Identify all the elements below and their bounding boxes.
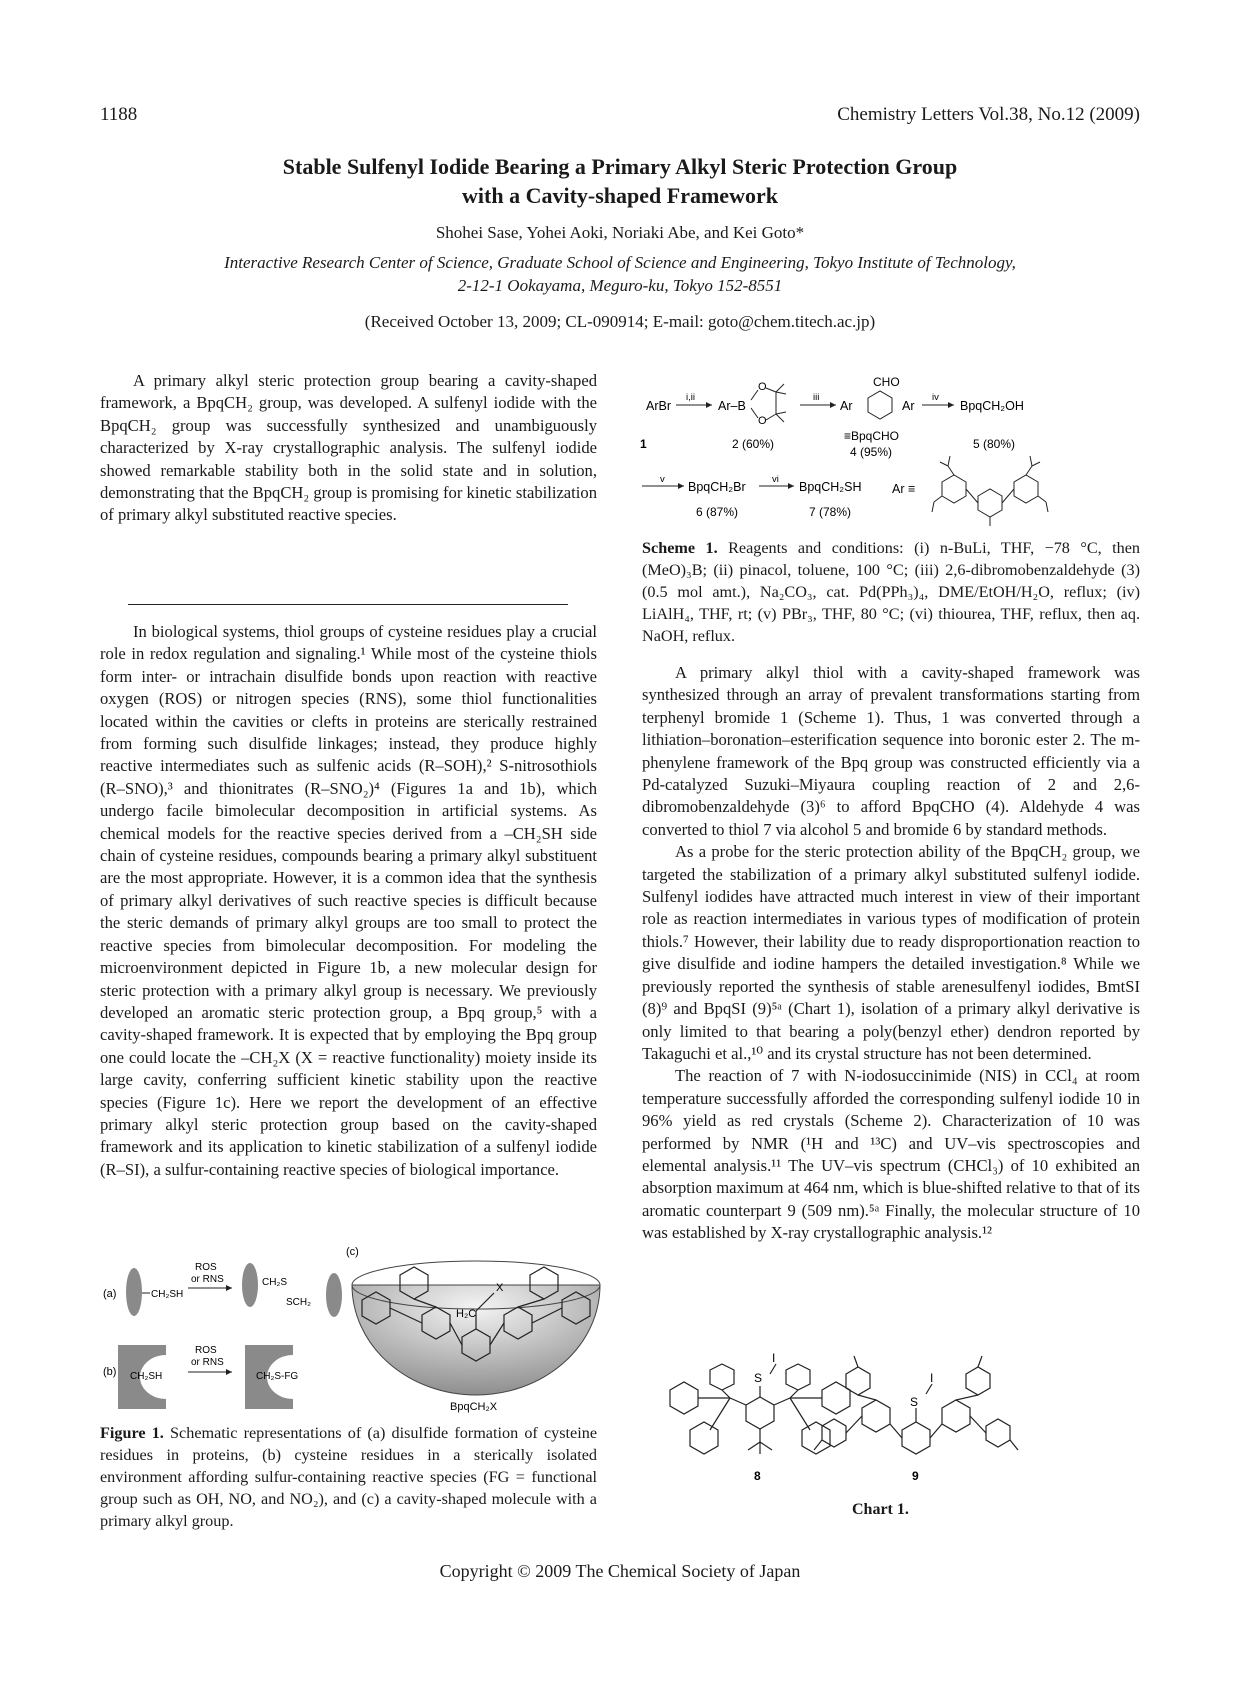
pinacol-boronate [751, 384, 786, 422]
protein-shape-a2 [242, 1263, 258, 1307]
copyright: Copyright © 2009 The Chemical Society of Japan [439, 1561, 801, 1581]
affiliation-line-1: Interactive Research Center of Science, Graduate School of Science and Engineering, Tokyo Institute of Technology, [224, 253, 1016, 272]
scheme-ar-b: Ar–B [718, 399, 746, 413]
scheme-step-iii: iii [813, 392, 820, 403]
terphenyl-ar-structure [932, 456, 1048, 526]
paragraph-probe: As a probe for the steric protection ability of the BpqCH₂ group, we targeted the stabilization of a primary alkyl substituted sulfenyl iodide. Sulfenyl iodides have attracted much interest in view of their important role as reaction intermediates in various types of modification of protein thiols.⁷ However, their lability due to ready disproportionation reaction to give disulfide and iodine hampers the detailed investigation.⁸ While we previously reported the synthesis of stable arenesulfenyl iodides, BmtSI (8)⁹ and BpqSI (9)⁵ᵃ (Chart 1), isolation of a primary alkyl derivative is only limited to that bearing a poly(benzyl ether) dendron reported by Takaguchi et al.,¹⁰ and its crystal structure has not been determined. [642, 842, 1140, 1063]
affiliation [0, 251, 1240, 297]
scheme-1-caption-label: Scheme 1. [642, 539, 718, 557]
scheme-ar-right: Ar [902, 399, 915, 413]
title-line-1: Stable Sulfenyl Iodide Bearing a Primary Alkyl Steric Protection Group [282, 154, 958, 179]
scheme-o-bottom: O [758, 415, 767, 427]
fig1-ros-b: ROS [195, 1345, 217, 1356]
protein-shape-a1 [126, 1268, 142, 1316]
figure-1-caption [100, 1422, 597, 1532]
benzaldehyde-ring [868, 391, 892, 419]
chart-i-8: I [772, 1351, 776, 1365]
affiliation-line-2: 2-12-1 Ookayama, Meguro-ku, Tokyo 152-8551 [457, 276, 783, 295]
scheme-cho: CHO [873, 375, 900, 389]
scheme-step-vi: vi [772, 474, 779, 485]
paragraph-synthesis: A primary alkyl thiol with a cavity-shaped framework was synthesized through an array of prevalent transformations starting from terphenyl bromide 1 (Scheme 1). Thus, 1 was converted through a lithiation–boronation–esterification sequence into boronic ester 2. The m-phenylene framework of the Bpq group was constructed efficiently via a Pd-catalyzed Suzuki–Miyaura coupling reaction of 2 and 2,6-dibromobenzaldehyde (3)⁶ to afford BpqCHO (4). Aldehyde 4 was converted to thiol 7 via alcohol 5 and bromide 6 by standard methods. [642, 663, 1140, 839]
right-column-text [642, 662, 1140, 1245]
chart-1-drawing [650, 1350, 1140, 1490]
compound-7: 7 (78%) [809, 505, 852, 519]
authors: Shohei Sase, Yohei Aoki, Noriaki Abe, and Kei Goto* [435, 223, 805, 242]
fig1-h2c: H₂C [456, 1308, 477, 1320]
compound-5: 5 (80%) [973, 437, 1016, 451]
fig1-ch2sfg: CH₂S-FG [256, 1371, 299, 1382]
fig1-ch2sh-b: CH₂SH [130, 1371, 163, 1382]
scheme-bpqcho: ≡BpqCHO [844, 429, 900, 443]
figure-1-caption-label: Figure 1. [100, 1424, 164, 1442]
compound-4: 4 (95%) [850, 445, 893, 459]
chart-i-9: I [930, 1371, 934, 1385]
fig1-bpqch2x: BpqCH₂X [450, 1401, 498, 1413]
figure-1-caption-text: Schematic representations of (a) disulfide formation of cysteine residues in proteins, (b) cysteine residues in a sterically isolated environment affording sulfur-containing reactive species (FG = functional group such as OH, NO, and NO₂), and (c) a cavity-shaped molecule with a primary alkyl group. [100, 1424, 597, 1530]
scheme-bpqch2br: BpqCH₂Br [688, 480, 746, 494]
scheme-ar-equiv: Ar ≡ [892, 482, 916, 496]
fig1-x: X [496, 1282, 504, 1294]
paragraph-reaction: The reaction of 7 with N-iodosuccinimide (NIS) in CCl₄ at room temperature successfully afforded the corresponding sulfenyl iodide 10 in 96% yield as red crystals (Scheme 2). Characterization of 10 was performed by NMR (¹H and ¹³C) and UV–vis spectroscopies and elemental analysis.¹¹ The UV–vis spectrum (CHCl₃) of 10 exhibited an absorption maximum at 464 nm, which is blue-shifted relative to that of its aromatic counterpart 9 (509 nm).⁵ᵃ Finally, the molecular structure of 10 was established by X-ray crystallographic analysis.¹² [642, 1066, 1140, 1243]
compound-2: 2 (60%) [732, 437, 775, 451]
abstract-text: A primary alkyl steric protection group bearing a cavity-shaped framework, a BpqCH₂ group, was developed. A sulfenyl iodide with the BpqCH₂ group was successfully synthesized and unambiguously characterized by X-ray crystallographic analysis. The sulfenyl iodide showed remarkable stability both in the solid state and in solution, demonstrating that the BpqCH₂ group is promising for kinetic stabilization of primary alkyl substituted reactive species. [100, 371, 597, 525]
fig1-ros-a: ROS [195, 1262, 217, 1273]
scheme-step-v: v [660, 474, 665, 485]
compound-1: 1 [640, 437, 647, 451]
scheme-ar-left: Ar [840, 399, 853, 413]
fig1-ch2sh-a: CH₂SH [151, 1289, 184, 1300]
paper-title [0, 152, 1240, 210]
fig1-ch2s: CH₂S [262, 1277, 287, 1288]
journal-header: Chemistry Letters Vol.38, No.12 (2009) [837, 104, 1140, 125]
fig1-label-a: (a) [103, 1288, 117, 1300]
figure-1-drawing [100, 1245, 600, 1415]
intro-paragraph: In biological systems, thiol groups of cysteine residues play a crucial role in redox regulation and signaling.¹ While most of the cysteine thiols form inter- or intrachain disulfide bonds upon reaction with reactive oxygen (ROS) or nitrogen species (RNS), some thiol functionalities located within the cavities or clefts in proteins are sterically restrained from forming such disulfide linkages; instead, they produce highly reactive intermediates such as sulfenic acids (R–SOH),² S-nitrosothiols (R–SNO),³ and thionitrates (R–SNO₂)⁴ (Figures 1a and 1b), which undergo facile bimolecular decomposition in artificial systems. As chemical models for the reactive species derived from a –CH₂SH side chain of cysteine residues, compounds bearing a primary alkyl substituent are the most appropriate. However, it is a common idea that the synthesis of primary alkyl derivatives of such reactive species is difficult because the steric demands of primary alkyl groups are too small to protect the reactive species from bimolecular decomposition. For modeling the microenvironment depicted in Figure 1b, a new molecular design for steric protection with a primary alkyl group is necessary. We previously developed an aromatic steric protection group, a Bpq group,⁵ with a cavity-shaped framework. It is expected that by employing the Bpq group one could locate the –CH₂X (X = reactive functionality) moiety inside its large cavity, conferring sufficient kinetic stability upon the reactive species (Figure 1c). Here we report the development of an effective primary alkyl steric protection group based on the cavity-shaped framework and its application to kinetic stabilization of a sulfenyl iodide (R–SI), a sulfur-containing reactive species of biological importance. [100, 622, 597, 1179]
chart-s-8: S [754, 1371, 763, 1385]
introduction [100, 621, 597, 1181]
fig1-rns-b: or RNS [191, 1357, 224, 1368]
chart-label-8: 8 [754, 1469, 761, 1483]
scheme-1-caption [642, 537, 1140, 647]
chart-1-caption: Chart 1. [852, 1501, 909, 1518]
fig1-sch2: SCH₂ [286, 1297, 311, 1308]
chart-label-9: 9 [912, 1469, 919, 1483]
title-line-2: with a Cavity-shaped Framework [462, 183, 778, 208]
fig1-label-c: (c) [346, 1246, 359, 1258]
fig1-label-b: (b) [103, 1366, 117, 1378]
page-number: 1188 [100, 104, 138, 125]
scheme-1-caption-text: Reagents and conditions: (i) n-BuLi, THF, −78 °C, then (MeO)₃B; (ii) pinacol, toluene, 100 °C; (iii) 2,6-dibromobenzaldehyde (3) (0.5 mol amt.), Na₂CO₃, cat. Pd(PPh₃)₄, DME/EtOH/H₂O, reflux; (iv) LiAlH₄, THF, rt; (v) PBr₃, THF, 80 °C; (vi) thiourea, THF, reflux, then aq. NaOH, reflux. [642, 539, 1140, 645]
scheme-bpqch2oh: BpqCH₂OH [960, 399, 1024, 413]
scheme-o-top: O [758, 381, 767, 393]
scheme-bpqch2sh: BpqCH₂SH [799, 480, 862, 494]
compound-6: 6 (87%) [696, 505, 739, 519]
chart-s-9: S [910, 1395, 919, 1409]
cavity-bowl [352, 1285, 600, 1395]
scheme-arbr: ArBr [646, 399, 671, 413]
abstract [100, 370, 597, 527]
fig1-rns-a: or RNS [191, 1274, 224, 1285]
protein-shape-a3 [326, 1273, 342, 1317]
scheme-1-drawing [642, 370, 1142, 528]
abstract-divider [128, 604, 568, 605]
received-info: (Received October 13, 2009; CL-090914; E-mail: goto@chem.titech.ac.jp) [364, 312, 876, 331]
scheme-step-iv: iv [932, 392, 939, 403]
scheme-step-i-ii: i,ii [686, 392, 695, 403]
